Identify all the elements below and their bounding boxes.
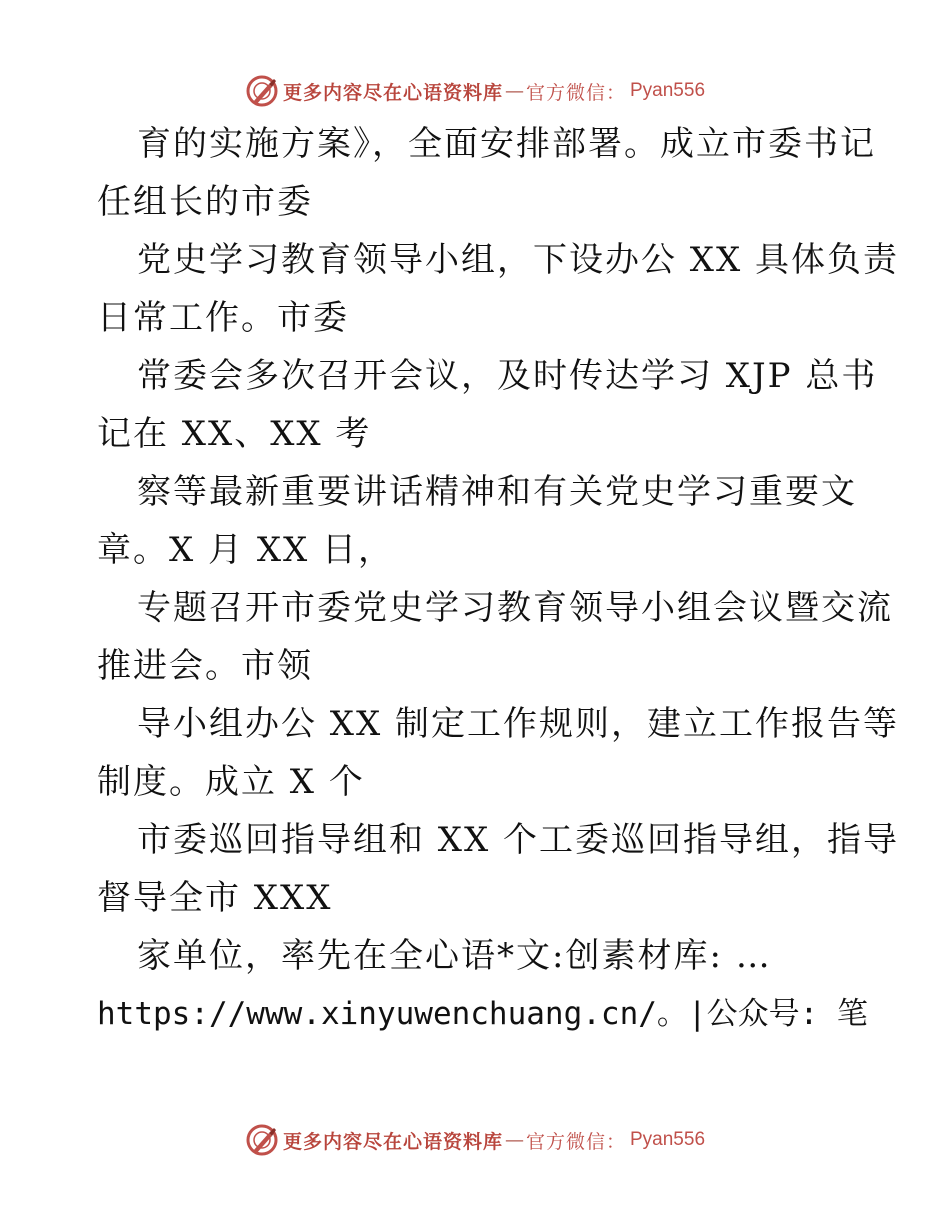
body-line: 市委巡回指导组和 XX 个工委巡回指导组，指导: [137, 820, 900, 860]
footer-wechat-id: Pyan556: [630, 1129, 706, 1150]
header-wechat-label: 官方微信：: [525, 81, 626, 104]
pen-logo-icon: [245, 74, 279, 108]
body-line: 育的实施方案》，全面安排部署。成立市委书记: [137, 124, 876, 164]
body-line: 任组长的市委: [97, 182, 313, 222]
body-line: 家单位，率先在全心语*文:创素材库: …: [137, 936, 772, 976]
body-line: 常委会多次召开会议，及时传达学习 XJP 总书: [137, 356, 878, 396]
body-line: 推进会。市领: [97, 646, 313, 686]
body-line: 章。X 月 XX 日，: [97, 530, 395, 570]
document-body: [97, 115, 900, 1043]
body-line: 专题召开市委党史学习教育领导小组会议暨交流: [137, 588, 893, 628]
body-line: 日常工作。市委: [97, 298, 349, 338]
footer-watermark: [0, 1120, 950, 1160]
footer-site-text: 更多内容尽在心语资料库: [282, 1130, 503, 1153]
pen-logo-icon: [245, 1123, 279, 1157]
header-watermark: [0, 71, 950, 111]
body-line: 察等最新重要讲话精神和有关党史学习重要文: [137, 472, 857, 512]
body-line: 制度。成立 X 个: [97, 762, 365, 802]
body-line: 导小组办公 XX 制定工作规则，建立工作报告等: [137, 704, 900, 744]
footer-separator: —: [504, 1129, 524, 1151]
body-line: 记在 XX、XX 考: [97, 414, 372, 454]
header-separator: —: [504, 80, 524, 102]
header-site-text: 更多内容尽在心语资料库: [282, 81, 503, 104]
body-line-url: https://www.xinyuwenchuang.cn/。|公众号: 笔: [97, 996, 868, 1032]
header-wechat-id: Pyan556: [630, 80, 706, 101]
footer-wechat-label: 官方微信：: [525, 1130, 626, 1153]
body-line: 党史学习教育领导小组，下设办公 XX 具体负责: [137, 240, 900, 280]
body-line: 督导全市 XXX: [97, 878, 333, 918]
